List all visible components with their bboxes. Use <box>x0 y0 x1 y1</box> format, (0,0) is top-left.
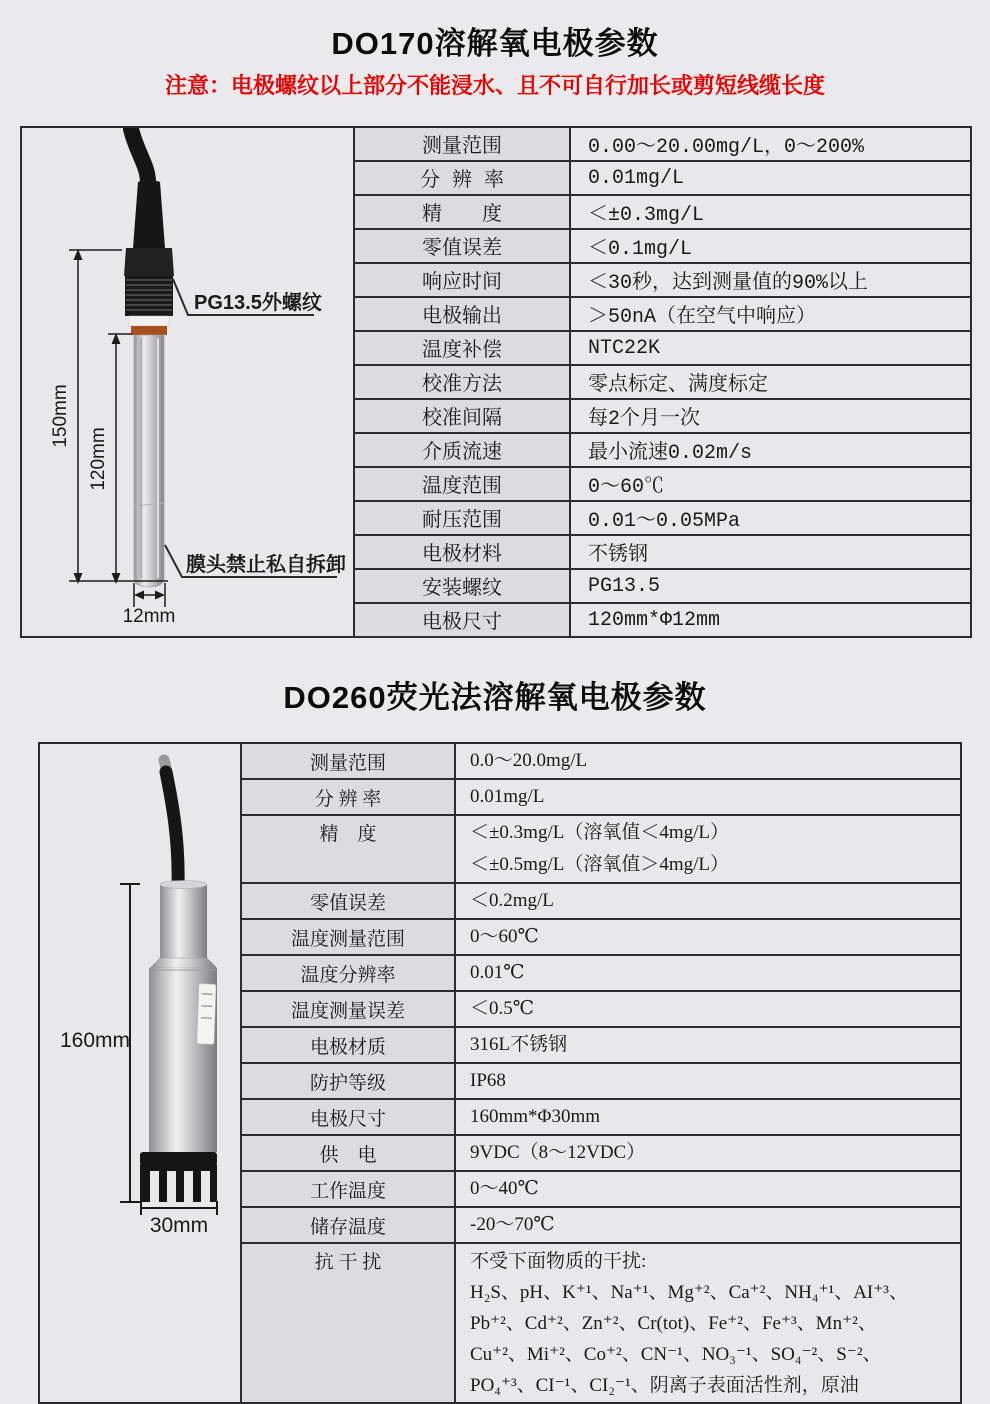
protective-cage <box>140 1152 217 1202</box>
spec-sheet <box>0 26 990 1404</box>
spec-label: 温度分辨率 <box>241 955 455 991</box>
spec-value-line: 9VDC（8～12VDC） <box>470 1137 959 1169</box>
spec-value-line: 0.01mg/L <box>470 781 959 813</box>
callout-thread <box>173 279 322 315</box>
spec-value-line: ＜±0.5mg/L（溶氧值＞4mg/L） <box>470 849 959 881</box>
spec-value-line: Pb⁺²、Cd⁺²、Zn⁺²、Cr(tot)、Fe⁺²、Fe⁺³、Mn⁺²、 <box>470 1308 959 1339</box>
spec-value-line: 0～60℃ <box>470 921 959 953</box>
do170-product-image <box>21 127 354 637</box>
spec-label: 温度补偿 <box>354 331 570 365</box>
spec-label: 精 度 <box>354 195 570 229</box>
spec-label: 精 度 <box>241 815 455 883</box>
spec-value <box>455 743 961 779</box>
spec-value: 最小流速0.02m/s <box>570 433 971 467</box>
spec-label: 安装螺纹 <box>354 569 570 603</box>
spec-value-line: 不受下面物质的干扰: <box>470 1246 959 1277</box>
spec-value-line: ＜0.2mg/L <box>470 885 959 917</box>
spec-value <box>455 883 961 919</box>
do170-title: DO170溶解氧电极参数 <box>0 26 990 62</box>
spec-value-line: -20～70℃ <box>470 1209 959 1241</box>
spec-label: 防护等级 <box>241 1063 455 1099</box>
spec-value: ＜30秒，达到测量值的90%以上 <box>570 263 971 297</box>
spec-label: 温度测量范围 <box>241 919 455 955</box>
spec-value <box>455 1099 961 1135</box>
spec-value: 零点标定、满度标定 <box>570 365 971 399</box>
spec-value: 0.00～20.00mg/L，0～200% <box>570 127 971 161</box>
do260-spec-table <box>38 742 962 1404</box>
cable-boot <box>133 180 165 248</box>
spec-value <box>455 1063 961 1099</box>
spec-value: 0～60℃ <box>570 467 971 501</box>
spec-value <box>455 1135 961 1171</box>
connector-cap <box>124 248 174 276</box>
spec-value-line: Cu⁺²、Mi⁺²、Co⁺²、CN⁻¹、NO₃⁻¹、SO₄⁻²、S⁻²、 <box>470 1339 959 1370</box>
spec-label: 耐压范围 <box>354 501 570 535</box>
white-ring <box>129 316 169 326</box>
spec-value <box>455 1027 961 1063</box>
spec-label: 工作温度 <box>241 1171 455 1207</box>
spec-label: 校准间隔 <box>354 399 570 433</box>
spec-label: 电极材料 <box>354 535 570 569</box>
spec-value-line: IP68 <box>470 1065 959 1097</box>
spec-value <box>455 919 961 955</box>
spec-label: 温度测量误差 <box>241 991 455 1027</box>
spec-value-line: 316L不锈钢 <box>470 1029 959 1061</box>
spec-value: NTC22K <box>570 331 971 365</box>
spec-value: ＜±0.3mg/L <box>570 195 971 229</box>
spec-label: 储存温度 <box>241 1207 455 1243</box>
spec-value-line: H₂S、pH、K⁺¹、Na⁺¹、Mg⁺²、Ca⁺²、NH₄⁺¹、AI⁺³、 <box>470 1277 959 1308</box>
dimension-120mm <box>108 333 132 584</box>
do260-title: DO260荧光法溶解氧电极参数 <box>0 680 990 716</box>
spec-value-line: PO₄⁺³、CI⁻¹、CI₂⁻¹、阴离子表面活性剂，原油 <box>470 1370 959 1401</box>
spec-label: 抗 干 扰 <box>241 1243 455 1403</box>
spec-value-line: 0～40℃ <box>470 1173 959 1205</box>
spec-value <box>455 1243 961 1403</box>
spec-value <box>455 779 961 815</box>
table-row <box>21 127 971 161</box>
spec-label: 分 辨 率 <box>241 779 455 815</box>
spec-value <box>455 955 961 991</box>
o-ring <box>131 326 167 335</box>
spec-value <box>455 815 961 883</box>
do260-electrode-photo <box>40 744 238 1344</box>
dim-label-12mm: 12mm <box>123 606 176 627</box>
spec-value <box>455 1171 961 1207</box>
dimension-30mm <box>141 1201 217 1215</box>
spec-value: 0.01mg/L <box>570 161 971 195</box>
do170-electrode-photo <box>22 128 351 629</box>
spec-value-line: ＜0.5℃ <box>470 993 959 1025</box>
electrode-body <box>124 129 174 587</box>
spec-value-line: ＜±0.3mg/L（溶氧值＜4mg/L） <box>470 817 959 849</box>
spec-label: 测量范围 <box>241 743 455 779</box>
do260-product-image <box>39 743 241 1403</box>
spec-value <box>455 1207 961 1243</box>
callout-membrane <box>165 545 346 577</box>
spec-value <box>455 991 961 1027</box>
spec-value: PG13.5 <box>570 569 971 603</box>
spec-label: 响应时间 <box>354 263 570 297</box>
spec-value-line: 0.01℃ <box>470 957 959 989</box>
spec-value: 不锈钢 <box>570 535 971 569</box>
shoulder <box>150 958 217 968</box>
neck-cylinder <box>160 884 207 960</box>
do170-spec-table <box>20 126 972 638</box>
steel-shaft <box>134 335 164 587</box>
dim-label-160mm: 160mm <box>60 1029 130 1052</box>
spec-label: 测量范围 <box>354 127 570 161</box>
spec-label: 电极输出 <box>354 297 570 331</box>
spec-value: 每2个月一次 <box>570 399 971 433</box>
dim-label-120mm: 120mm <box>88 427 109 490</box>
warning-note: 注意：电极螺纹以上部分不能浸水、且不可自行加长或剪短线缆长度 <box>0 72 990 100</box>
dim-label-150mm: 150mm <box>50 384 71 447</box>
spec-value: ＞50nA（在空气中响应） <box>570 297 971 331</box>
spec-value: ＜0.1mg/L <box>570 229 971 263</box>
spec-label: 零值误差 <box>354 229 570 263</box>
spec-label: 供 电 <box>241 1135 455 1171</box>
cable <box>166 772 178 884</box>
spec-value: 0.01～0.05MPa <box>570 501 971 535</box>
electrode-body <box>140 760 217 1202</box>
side-label <box>197 984 216 1045</box>
spec-label: 电极尺寸 <box>354 603 570 637</box>
spec-label: 分 辨 率 <box>354 161 570 195</box>
spec-value-line: 0.0～20.0mg/L <box>470 745 959 777</box>
spec-value-line: 160mm*Φ30mm <box>470 1101 959 1133</box>
spec-label: 零值误差 <box>241 883 455 919</box>
dim-label-30mm: 30mm <box>150 1214 208 1237</box>
spec-label: 介质流速 <box>354 433 570 467</box>
thread-ridges <box>126 280 172 310</box>
callout-thread-label: PG13.5外螺纹 <box>194 290 322 314</box>
spec-value: 120mm*Φ12mm <box>570 603 971 637</box>
spec-label: 电极材质 <box>241 1027 455 1063</box>
spec-label: 校准方法 <box>354 365 570 399</box>
spec-label: 电极尺寸 <box>241 1099 455 1135</box>
spec-label: 温度范围 <box>354 467 570 501</box>
cable <box>131 129 148 185</box>
table-row <box>39 743 961 779</box>
callout-membrane-label: 膜头禁止私自拆卸 <box>186 552 346 576</box>
